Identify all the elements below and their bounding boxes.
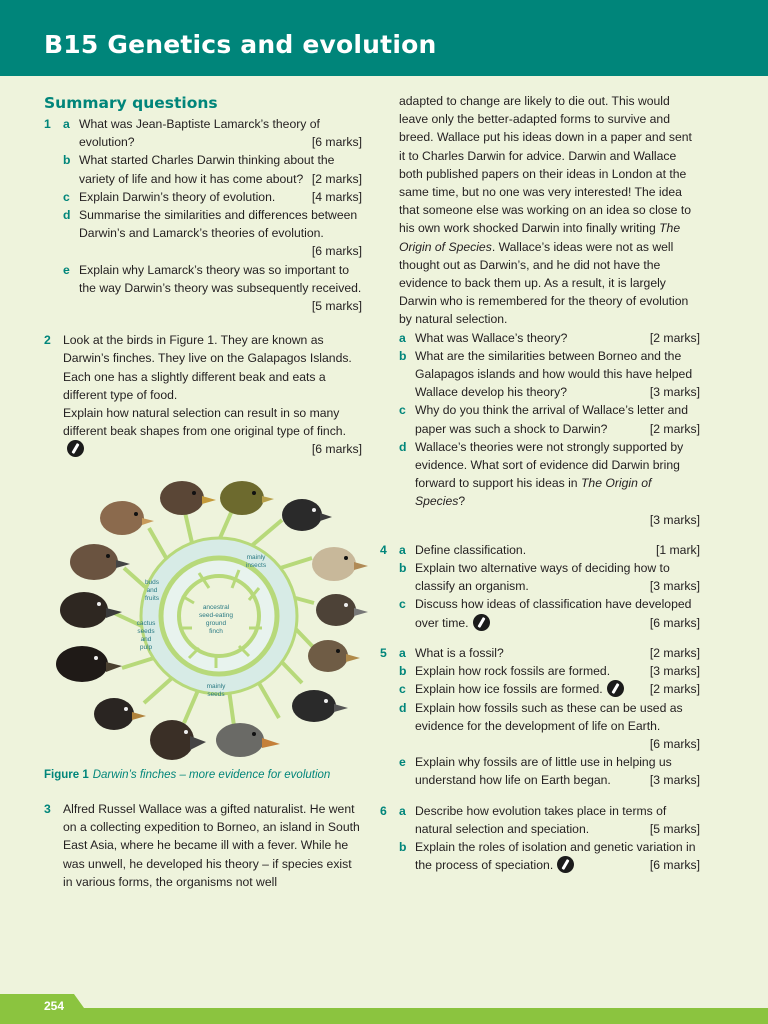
footer-bar	[0, 1008, 768, 1024]
question-text: Define classification.	[415, 542, 527, 557]
question-3b	[399, 347, 700, 402]
marks: [5 marks]	[311, 299, 362, 314]
question-2	[44, 331, 362, 458]
sub-letter: b	[399, 561, 407, 576]
label-center-1: ancestral	[202, 604, 230, 611]
question-4	[380, 541, 700, 632]
question-text: Why do you think the arrival of Wallace’s letter and paper was such a shock to Darwin?	[415, 403, 688, 436]
page-title: B15 Genetics and evolution	[44, 30, 437, 59]
question-number: 4	[380, 542, 387, 557]
marks: [2 marks]	[649, 682, 700, 697]
question-number: 2	[44, 333, 51, 348]
sub-letter: a	[399, 803, 406, 818]
marks: [6 marks]	[649, 736, 700, 751]
figure-caption	[44, 769, 330, 781]
question-3-intro	[44, 800, 362, 891]
marks: [3 marks]	[649, 385, 700, 400]
question-number: 1	[44, 117, 51, 131]
marks: [3 marks]	[649, 773, 700, 788]
question-text: Explain how natural selection can result in so many different beak shapes from one original type of finch.	[63, 406, 346, 439]
label-cactus-4: pulp	[139, 644, 153, 651]
finch-icon	[60, 592, 122, 628]
question-text: Explain how rock fossils are formed.	[415, 664, 611, 679]
finches-figure	[44, 478, 374, 768]
sub-letter: e	[399, 755, 406, 770]
question-text: Explain how fossils such as these can be used as evidence for the development of life on Earth.	[415, 700, 683, 733]
question-number: 5	[380, 645, 387, 660]
pencil-icon	[473, 614, 490, 631]
finch-icon	[56, 646, 122, 682]
question-3c	[399, 401, 700, 437]
question-text: What started Charles Darwin thinking about the variety of life and how it has come about?	[79, 153, 335, 186]
summary-title: Summary questions	[44, 94, 218, 112]
question-3d	[399, 438, 700, 529]
marks: [6 marks]	[649, 615, 700, 630]
question-text: What was Wallace’s theory?	[415, 330, 568, 345]
finch-icon	[220, 481, 274, 515]
question-text: Explain why fossils are of little use in helping us understand how life on Earth began.	[415, 755, 672, 788]
marks: [6 marks]	[311, 135, 362, 150]
question-1d	[63, 206, 362, 261]
right-column	[380, 92, 700, 874]
marks: [2 marks]	[649, 330, 700, 345]
sub-letter: b	[399, 664, 407, 679]
finch-icon	[70, 544, 130, 580]
question-3a	[399, 329, 700, 347]
sub-letter: c	[399, 403, 406, 418]
question-6	[380, 802, 700, 875]
question-6b	[399, 838, 700, 874]
question-text: What was Jean-Baptiste Lamarck’s theory of evolution?	[79, 117, 320, 150]
question-text: What are the similarities between Borneo and the Galapagos islands and how would this have helped Wallace develop his theory?	[415, 348, 693, 400]
question-text: Explain Darwin’s theory of evolution.	[79, 189, 276, 204]
label-mainly-insects-1: mainly	[246, 554, 266, 561]
label-mainly-seeds-2: seeds	[207, 691, 225, 698]
label-buds-2: and	[146, 587, 158, 594]
question-5b	[399, 662, 700, 680]
label-cactus-3: and	[140, 636, 152, 643]
page-header	[0, 0, 768, 76]
finch-icon	[216, 723, 280, 757]
marks: [2 marks]	[311, 171, 362, 186]
question-text: Alfred Russel Wallace was a gifted naturalist. He went on a collecting expedition to Borneo, an island in South East Asia, where he became ill with a fever. While he was unwell, he developed his theory – if species exist in various forms, the organisms not well	[63, 802, 360, 889]
marks: [3 marks]	[649, 579, 700, 594]
finch-icon	[316, 594, 368, 626]
label-buds-3: fruits	[144, 595, 160, 602]
label-mainly-seeds-1: mainly	[206, 683, 226, 690]
marks: [2 marks]	[649, 421, 700, 436]
sub-letter: a	[399, 330, 406, 345]
question-1b	[63, 151, 362, 187]
label-buds-1: buds	[144, 579, 160, 586]
label-center-3: ground	[205, 620, 227, 627]
finch-icon	[160, 481, 216, 515]
question-text: Describe how evolution takes place in terms of natural selection and speciation.	[415, 803, 667, 836]
question-6a	[399, 802, 700, 838]
finch-icon	[292, 690, 348, 722]
sub-letter: d	[399, 700, 407, 715]
sub-letter: d	[399, 439, 407, 454]
label-cactus-1: cactus	[136, 620, 156, 627]
sub-letter: b	[399, 839, 407, 854]
label-center-4: finch	[209, 628, 223, 635]
question-text: Explain the roles of isolation and genetic variation in the process of speciation.	[415, 839, 696, 873]
finches-diagram	[44, 478, 374, 768]
pencil-icon	[607, 680, 624, 697]
left-column	[44, 92, 362, 459]
book-title: The Origin of Species	[399, 221, 681, 254]
question-text: Explain why Lamarck’s theory was so important to the way Darwin’s theory was subsequently received.	[79, 262, 362, 295]
marks: [6 marks]	[649, 858, 700, 873]
question-text: Explain how ice fossils are formed.	[415, 682, 603, 697]
page-number-tab	[0, 994, 84, 1024]
page-footer	[0, 994, 768, 1024]
sub-letter: a	[399, 542, 406, 557]
question-text: Summarise the similarities and differences between Darwin’s and Lamarck’s theories of evolution.	[79, 208, 358, 241]
marks: [4 marks]	[311, 189, 362, 204]
sub-letter: c	[399, 682, 406, 697]
finch-icon	[312, 547, 368, 581]
finch-icon	[94, 698, 146, 730]
figure-label: Figure 1	[44, 769, 89, 781]
pencil-icon	[557, 856, 574, 873]
question-text-end: ?	[458, 494, 466, 509]
label-mainly-insects-2: insects	[245, 562, 267, 569]
marks: [6 marks]	[311, 244, 362, 259]
marks: [2 marks]	[649, 645, 700, 660]
marks: [3 marks]	[649, 664, 700, 679]
sub-letter: c	[399, 597, 406, 612]
question-1e	[63, 261, 362, 316]
finch-icon	[308, 640, 360, 672]
question-text: Wallace’s theories were not strongly supported by evidence. What sort of evidence did Darwin bring forward to support his ideas in	[415, 439, 684, 491]
question-1	[44, 115, 362, 315]
question-text: adapted to change are likely to die out. This would leave only the better-adapted forms to survive and breed. Wallace put his ideas down in a paper and sent it to Charles Darwin for advice. Darwin and Wallace both published papers on their ideas in London at the same time, but no one was very interested! The idea that someone else was working on an idea so close to his own work shocked Darwin into finally writing	[399, 94, 692, 236]
question-1a	[63, 115, 362, 151]
pencil-icon	[67, 440, 84, 457]
question-text: Discuss how ideas of classification have developed over time.	[415, 597, 692, 630]
question-5e	[399, 753, 700, 789]
question-1c	[63, 188, 362, 206]
label-cactus-2: seeds	[137, 628, 155, 635]
finch-icon	[282, 499, 332, 531]
marks: [5 marks]	[649, 821, 700, 836]
page-number: 254	[44, 999, 65, 1013]
question-5a	[399, 644, 700, 662]
question-5	[380, 644, 700, 790]
question-text: . Wallace’s ideas were not as well thought out as Darwin’s, and he did not have the evidence to back them up. As a result, it is largely Darwin who is remembered for the theory of evolution by natural selection.	[399, 239, 689, 327]
question-text: What is a fossil?	[415, 645, 504, 660]
sub-letter: b	[63, 153, 71, 168]
book-title: The Origin of Species	[415, 476, 652, 509]
sub-letter: d	[63, 208, 71, 223]
sub-letter: b	[399, 348, 407, 363]
label-center-2: seed-eating	[199, 612, 233, 619]
question-text: Look at the birds in Figure 1. They are known as Darwin’s finches. They live on the Galapagos Islands. Each one has a slightly different beak and eats a different type of food.	[63, 333, 352, 402]
question-5c	[399, 680, 700, 698]
sub-letter: a	[399, 645, 406, 660]
finch-icon	[100, 501, 154, 535]
question-3-continued	[380, 92, 700, 529]
question-number: 3	[44, 802, 51, 816]
question-4c	[399, 595, 700, 631]
marks: [6 marks]	[311, 442, 362, 457]
question-4a	[399, 541, 700, 559]
sub-letter: a	[63, 117, 70, 131]
question-text: Explain two alternative ways of deciding how to classify an organism.	[415, 561, 670, 594]
sub-letter: e	[63, 262, 70, 277]
finch-icon	[150, 720, 206, 760]
sub-letter: c	[63, 189, 70, 204]
question-5d	[399, 699, 700, 754]
marks: [3 marks]	[649, 512, 700, 527]
marks: [1 mark]	[655, 542, 700, 557]
question-4b	[399, 559, 700, 595]
figure-caption-text: Darwin’s finches – more evidence for evolution	[92, 769, 331, 781]
question-number: 6	[380, 803, 387, 818]
